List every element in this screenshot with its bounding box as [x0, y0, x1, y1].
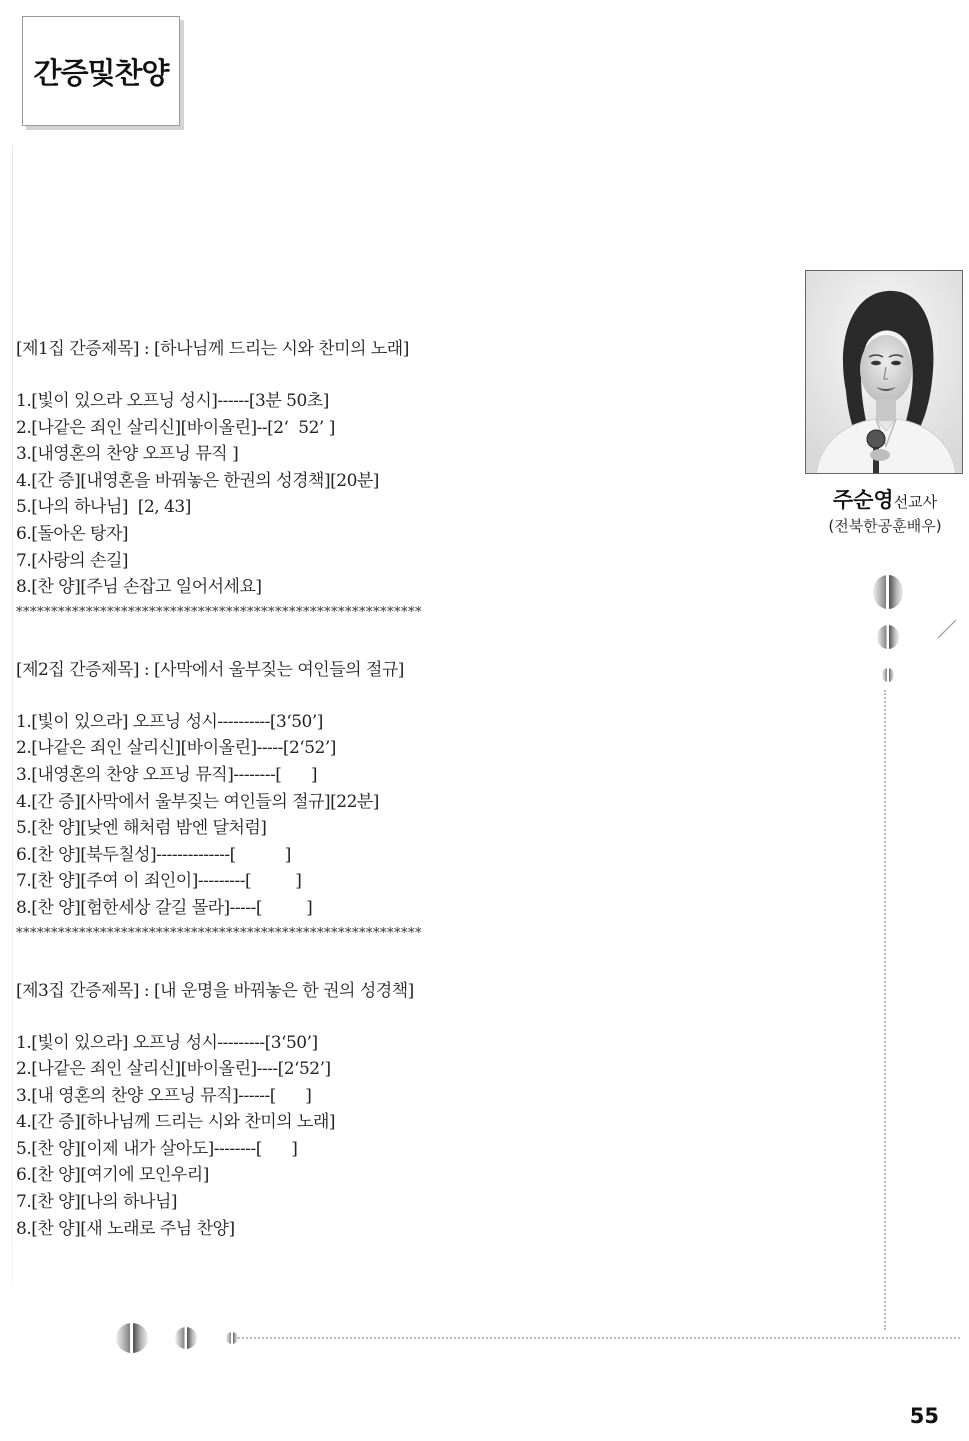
album-2-track: 7.[찬 양][주여 이 죄인이]---------[ ]: [16, 871, 302, 892]
album-2-track: 1.[빛이 있으라] 오프닝 성시----------[3‘50’]: [16, 711, 323, 732]
page-title: 간증및찬양: [33, 55, 169, 90]
album-2-title: [제2집 간증제목] : [사막에서 울부짖는 여인들의 절규]: [16, 659, 404, 680]
album-2-track: 2.[나같은 죄인 살리신][바이올린]-----[2‘52’]: [16, 738, 336, 759]
album-1-track: 6.[돌아온 탕자]: [16, 523, 128, 544]
portrait-image: [806, 271, 963, 474]
album-3-track: 7.[찬 양][나의 하나님]: [16, 1192, 178, 1213]
album-2-track: 8.[찬 양][험한세상 갈길 몰라]-----[ ]: [16, 897, 313, 918]
album-2-track: 4.[간 증][사막에서 울부짖는 여인들의 절규][22분]: [16, 791, 379, 812]
bottom-ornament: [110, 1318, 250, 1358]
star-separator: **********************************************************: [16, 925, 422, 941]
discography-list: [16, 336, 796, 1242]
left-margin-rule: [12, 145, 13, 1285]
album-2-track: 6.[찬 양][북두칠성]--------------[ ]: [16, 844, 291, 865]
album-3-title: [제3집 간증제목] : [내 운명을 바꿔놓은 한 권의 성경책]: [16, 980, 414, 1001]
dotted-vertical-line: [884, 690, 886, 1330]
album-1-track: 8.[찬 양][주님 손잡고 일어서세요]: [16, 577, 262, 598]
profile-caption: [800, 484, 969, 514]
decorative-ornament: [860, 570, 960, 690]
album-3-track: 8.[찬 양][새 노래로 주님 찬양]: [16, 1218, 235, 1239]
profile-subtitle: (전북한공훈배우): [828, 517, 942, 535]
bead-large-icon: [873, 575, 903, 609]
album-3-track: 3.[내 영혼의 찬양 오프닝 뮤직]------[ ]: [16, 1085, 312, 1106]
album-1-track: 7.[사랑의 손길]: [16, 550, 128, 571]
bead-small-icon: [882, 668, 894, 682]
album-1-track: 4.[간 증][내영혼을 바꿔놓은 한권의 성경책][20분]: [16, 470, 379, 491]
star-separator: **********************************************************: [16, 604, 422, 620]
page-number: 55: [909, 1404, 939, 1428]
album-3-track: 6.[찬 양][여기에 모인우리]: [16, 1165, 209, 1186]
album-1-track: 5.[나의 하나님] [2, 43]: [16, 497, 191, 518]
profile-photo: [805, 270, 963, 474]
dotted-horizontal-line: [230, 1337, 960, 1339]
album-1-title: [제1집 간증제목] : [하나님께 드리는 시와 찬미의 노래]: [16, 339, 409, 359]
album-3-track: 4.[간 증][하나님께 드리는 시와 찬미의 노래]: [16, 1112, 336, 1133]
bead-small-icon: [226, 1332, 238, 1344]
bead-medium-icon: [175, 1327, 197, 1349]
bead-large-icon: [116, 1323, 148, 1353]
album-2-track: 3.[내영혼의 찬양 오프닝 뮤직]--------[ ]: [16, 764, 317, 785]
album-3-track: 5.[찬 양][이제 내가 살아도]--------[ ]: [16, 1138, 298, 1159]
profile-name: 주순영: [832, 488, 894, 512]
decorative-stroke: [938, 620, 956, 638]
album-1-track: 3.[내영혼의 찬양 오프닝 뮤직 ]: [16, 444, 239, 465]
album-1-track: 2.[나같은 죄인 살리신][바이올린]--[2‘ 52’ ]: [16, 417, 335, 438]
bead-medium-icon: [877, 625, 899, 649]
profile-role: 선교사: [893, 493, 938, 511]
album-1-track: 1.[빛이 있으라 오프닝 성시]------[3분 50초]: [16, 391, 329, 411]
album-3-track: 2.[나같은 죄인 살리신][바이올린]----[2‘52’]: [16, 1059, 331, 1080]
section-title-box: [22, 16, 180, 126]
album-2-track: 5.[찬 양][낮엔 해처럼 밤엔 달처럼]: [16, 818, 267, 839]
album-3-track: 1.[빛이 있으라] 오프닝 성시---------[3‘50’]: [16, 1032, 318, 1053]
